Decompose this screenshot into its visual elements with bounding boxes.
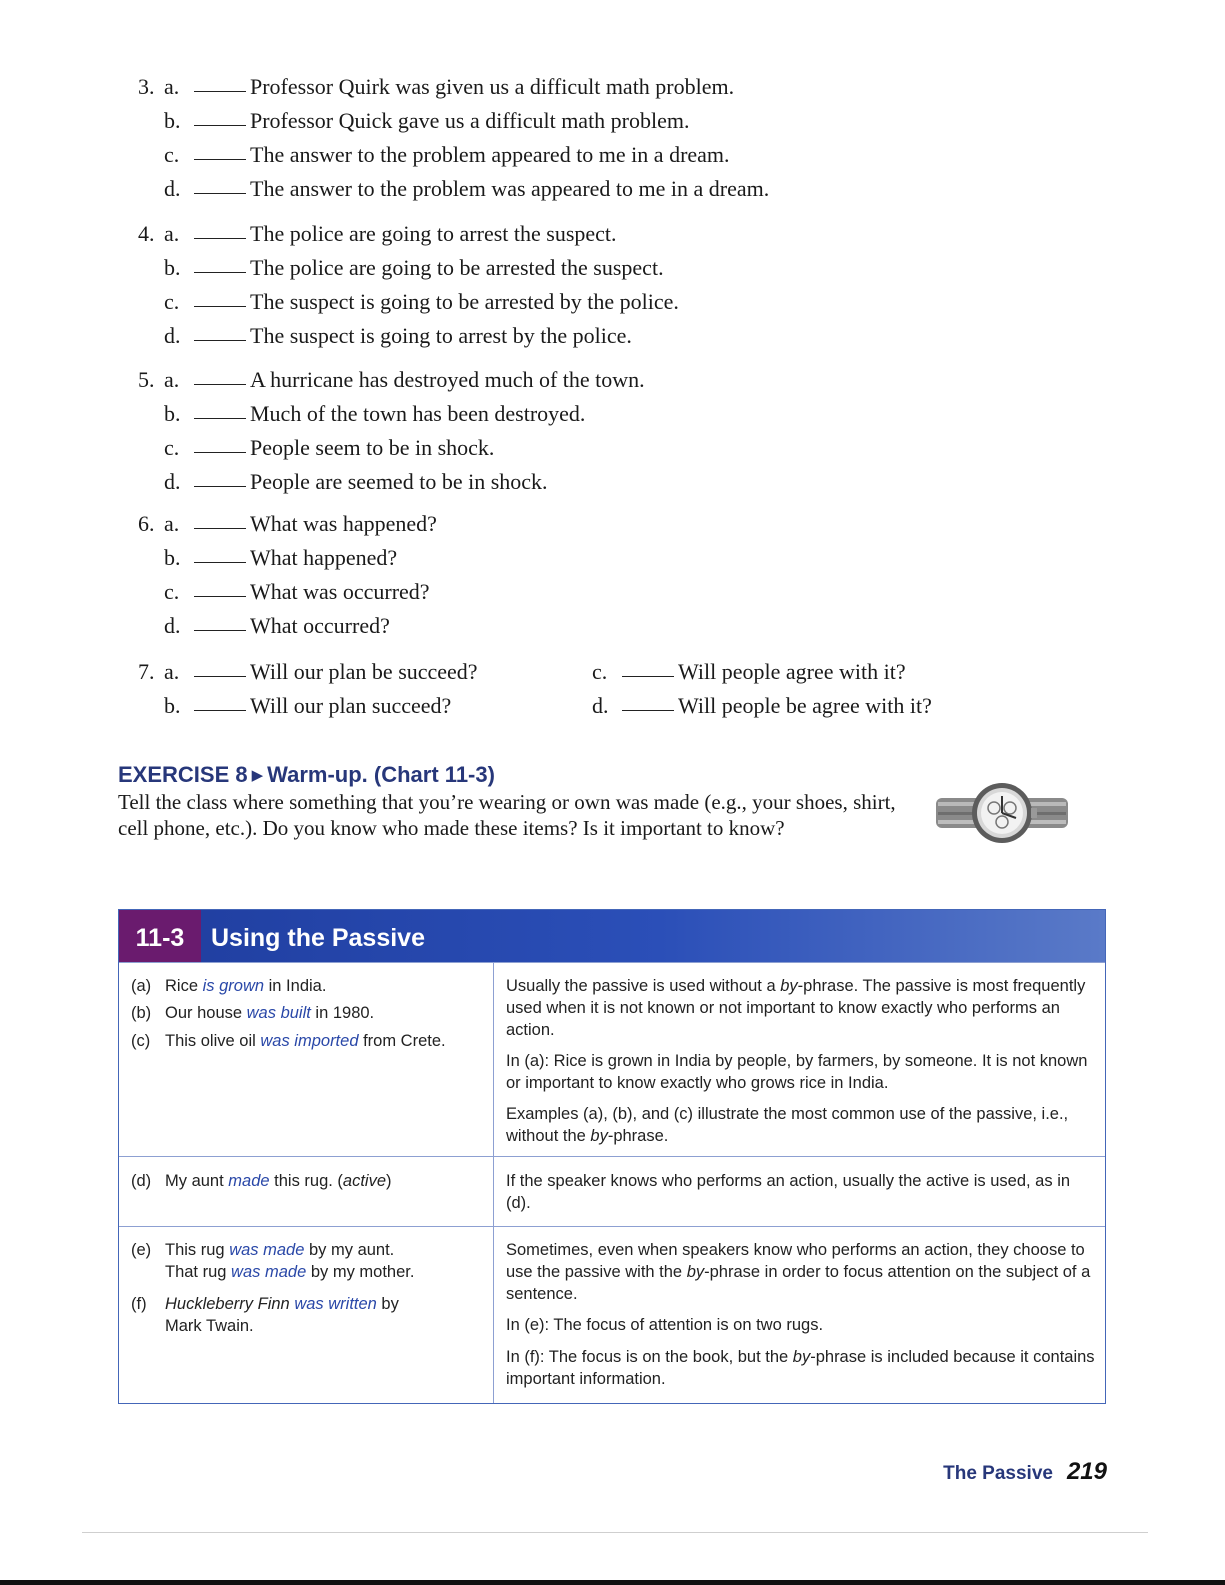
chart-row-explanation bbox=[494, 1227, 1105, 1403]
answer-blank[interactable] bbox=[194, 596, 246, 597]
question-6 bbox=[138, 507, 437, 643]
item-4d bbox=[164, 319, 679, 353]
item-6c bbox=[164, 575, 437, 609]
chart-row-1 bbox=[119, 962, 1105, 1156]
example-e: (e) This rug was made by my aunt. That rug was made by my mother. bbox=[131, 1241, 415, 1281]
answer-blank[interactable] bbox=[194, 159, 246, 160]
chart-title: Using the Passive bbox=[211, 924, 425, 952]
exercise-heading bbox=[118, 762, 495, 788]
bottom-edge-bar bbox=[0, 1580, 1225, 1585]
item-letter: b. bbox=[164, 108, 181, 133]
example-a: (a) Rice is grown in India. bbox=[131, 977, 327, 995]
question-number: 7. bbox=[138, 659, 155, 684]
item-text: Will people be agree with it? bbox=[678, 693, 932, 718]
item-text: The police are going to be arrested the suspect. bbox=[250, 255, 664, 280]
chart-row-3 bbox=[119, 1226, 1105, 1403]
item-letter: b. bbox=[164, 255, 181, 280]
item-text: What was happened? bbox=[250, 511, 437, 536]
page-footer bbox=[943, 1458, 1107, 1486]
answer-blank[interactable] bbox=[194, 91, 246, 92]
answer-blank[interactable] bbox=[194, 125, 246, 126]
item-letter: a. bbox=[164, 511, 180, 536]
item-letter: d. bbox=[164, 613, 181, 638]
item-letter: a. bbox=[164, 659, 180, 684]
item-letter: d. bbox=[164, 176, 181, 201]
item-5a bbox=[138, 363, 645, 397]
answer-blank[interactable] bbox=[194, 676, 246, 677]
question-number: 3. bbox=[138, 74, 155, 99]
exercise-chart-ref: (Chart 11-3) bbox=[373, 762, 495, 787]
item-7d bbox=[592, 689, 932, 723]
item-letter: c. bbox=[164, 289, 180, 314]
wristwatch-icon bbox=[936, 772, 1068, 854]
item-letter: d. bbox=[164, 469, 181, 494]
item-text: The answer to the problem was appeared to me in a dream. bbox=[250, 176, 770, 201]
question-number: 4. bbox=[138, 221, 155, 246]
item-letter: b. bbox=[164, 545, 181, 570]
chart-row-2 bbox=[119, 1156, 1105, 1226]
item-text: The suspect is going to arrest by the police. bbox=[250, 323, 632, 348]
answer-blank[interactable] bbox=[194, 562, 246, 563]
item-text: Professor Quirk was given us a difficult math problem. bbox=[250, 74, 735, 99]
answer-blank[interactable] bbox=[622, 710, 674, 711]
item-text: Will our plan succeed? bbox=[250, 693, 452, 718]
example-d: (d) My aunt made this rug. (active) bbox=[131, 1172, 392, 1190]
item-text: Professor Quick gave us a difficult math problem. bbox=[250, 108, 690, 133]
item-letter: a. bbox=[164, 367, 180, 392]
chart-header bbox=[119, 910, 1105, 962]
item-text: The police are going to arrest the suspect. bbox=[250, 221, 617, 246]
answer-blank[interactable] bbox=[194, 384, 246, 385]
answer-blank[interactable] bbox=[194, 272, 246, 273]
item-letter: c. bbox=[164, 579, 180, 604]
question-3 bbox=[138, 70, 769, 206]
exercise-title: Warm-up. bbox=[267, 762, 368, 787]
item-7c bbox=[592, 655, 932, 689]
explanation-paragraph: In (a): Rice is grown in India by people, by farmers, by someone. It is not known or important to know exactly who grows rice in India. bbox=[506, 1052, 1088, 1092]
item-3a bbox=[138, 70, 769, 104]
example-b: (b) Our house was built in 1980. bbox=[131, 1004, 375, 1022]
item-4b bbox=[164, 251, 679, 285]
item-7b bbox=[164, 689, 478, 723]
chart-number: 11-3 bbox=[119, 910, 201, 962]
chart-row-examples bbox=[119, 1157, 494, 1226]
item-letter: c. bbox=[164, 142, 180, 167]
question-4 bbox=[138, 217, 679, 353]
item-letter: a. bbox=[164, 74, 180, 99]
item-text: Much of the town has been destroyed. bbox=[250, 401, 586, 426]
item-6b bbox=[164, 541, 437, 575]
item-text: Will our plan be succeed? bbox=[250, 659, 478, 684]
item-letter: a. bbox=[164, 221, 180, 246]
item-letter: b. bbox=[164, 401, 181, 426]
item-text: People are seemed to be in shock. bbox=[250, 469, 548, 494]
item-5b bbox=[164, 397, 645, 431]
item-text: A hurricane has destroyed much of the town. bbox=[250, 367, 645, 392]
page-number: 219 bbox=[1066, 1458, 1107, 1485]
exercise-label: EXERCISE 8 bbox=[118, 762, 248, 787]
explanation-paragraph: Sometimes, even when speakers know who performs an action, they choose to use the passive with the by-phrase in order to focus attention on the subject of a sentence. bbox=[506, 1241, 1091, 1303]
item-letter: b. bbox=[164, 693, 181, 718]
item-4a bbox=[138, 217, 679, 251]
item-4c bbox=[164, 285, 679, 319]
question-number: 6. bbox=[138, 511, 155, 536]
item-letter: d. bbox=[592, 693, 609, 718]
answer-blank[interactable] bbox=[194, 193, 246, 194]
footer-divider bbox=[82, 1532, 1148, 1533]
chart-row-explanation bbox=[494, 1157, 1105, 1226]
item-5c bbox=[164, 431, 645, 465]
item-letter: d. bbox=[164, 323, 181, 348]
item-6a bbox=[138, 507, 437, 541]
item-3d bbox=[164, 172, 769, 206]
grammar-chart bbox=[118, 909, 1106, 1404]
item-text: What occurred? bbox=[250, 613, 390, 638]
chart-row-examples bbox=[119, 1227, 494, 1403]
item-5d bbox=[164, 465, 645, 499]
example-f: (f) Huckleberry Finn was written by Mark Twain. bbox=[131, 1295, 399, 1335]
item-text: People seem to be in shock. bbox=[250, 435, 495, 460]
explanation-paragraph: Usually the passive is used without a by-phrase. The passive is most frequently used when it is not known or not important to know exactly who performs an action. bbox=[506, 977, 1086, 1039]
section-name: The Passive bbox=[943, 1463, 1053, 1484]
item-text: The answer to the problem appeared to me in a dream. bbox=[250, 142, 730, 167]
item-3b bbox=[164, 104, 769, 138]
answer-blank[interactable] bbox=[622, 676, 674, 677]
answer-blank[interactable] bbox=[194, 710, 246, 711]
answer-blank[interactable] bbox=[194, 528, 246, 529]
item-7a bbox=[138, 655, 478, 689]
item-letter: c. bbox=[592, 659, 608, 684]
item-6d bbox=[164, 609, 437, 643]
answer-blank[interactable] bbox=[194, 238, 246, 239]
answer-blank[interactable] bbox=[194, 306, 246, 307]
question-5 bbox=[138, 363, 645, 499]
answer-blank[interactable] bbox=[194, 486, 246, 487]
item-text: Will people agree with it? bbox=[678, 659, 906, 684]
answer-blank[interactable] bbox=[194, 630, 246, 631]
item-text: What happened? bbox=[250, 545, 398, 570]
exercise-instructions: Tell the class where something that you’re wearing or own was made (e.g., your shoes, shirt, cell phone, etc.). Do you know who made these items? Is it important to know? bbox=[118, 790, 896, 840]
item-3c bbox=[164, 138, 769, 172]
question-number: 5. bbox=[138, 367, 155, 392]
item-text: What was occurred? bbox=[250, 579, 430, 604]
question-7-right-column bbox=[592, 655, 932, 723]
chart-row-examples bbox=[119, 963, 494, 1156]
explanation-paragraph: Examples (a), (b), and (c) illustrate the most common use of the passive, i.e., without the by-phrase. bbox=[506, 1105, 1069, 1145]
explanation-paragraph: In (f): The focus is on the book, but the by-phrase is included because it contains important information. bbox=[506, 1348, 1095, 1388]
explanation-paragraph: If the speaker knows who performs an action, usually the active is used, as in (d). bbox=[506, 1172, 1071, 1212]
answer-blank[interactable] bbox=[194, 418, 246, 419]
example-c: (c) This olive oil was imported from Crete. bbox=[131, 1032, 446, 1050]
answer-blank[interactable] bbox=[194, 340, 246, 341]
item-text: The suspect is going to be arrested by the police. bbox=[250, 289, 679, 314]
chart-row-explanation bbox=[494, 963, 1105, 1156]
triangle-right-icon: ▶ bbox=[251, 767, 264, 784]
answer-blank[interactable] bbox=[194, 452, 246, 453]
explanation-paragraph: In (e): The focus of attention is on two rugs. bbox=[506, 1316, 824, 1334]
item-letter: c. bbox=[164, 435, 180, 460]
question-7 bbox=[138, 655, 478, 723]
